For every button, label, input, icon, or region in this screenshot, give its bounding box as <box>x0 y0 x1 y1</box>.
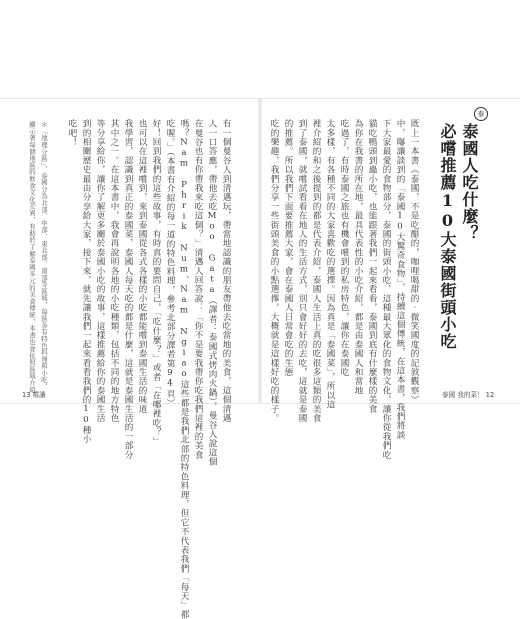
body-column: 吃吧！ <box>67 119 77 147</box>
body-column: 貓吃鴨頭到蟲小吃，也能跟著我們一起來看看，泰國到底有什麼樣的美食 <box>367 119 377 414</box>
chapter-mark-icon: 泰 <box>474 107 488 121</box>
body-column: 也可以在這裡嚐到，來到泰國從各式各樣的小吃都能嚐到泰國生活的味道 <box>137 119 147 414</box>
body-column: 有一個曼谷人到清邁玩，帶當地認識的朋友帶他去吃當地的美食，這個清邁 <box>221 119 231 423</box>
page-number-left: 13 嚐讓 <box>22 391 46 399</box>
body-column: 人一口答應，帶他去吃Moo Gata（譯者：泰國式烤肉火鍋），曼谷人說這個 <box>207 119 217 467</box>
body-column: 嗎？Nam Phrik Num、Nam Ngiao這些都是我們北部的特色料理，但它不代表我們「每天」都 <box>179 119 189 619</box>
body-column: 中，曝讓談到的「泰國10大驚奇食物」，持續這個傳統，在這本書，我們將談 <box>395 119 405 440</box>
body-column: 裡介紹的和之後提到的都是代表介紹，泰國人生活上真的吃很多這類的美食 <box>311 119 321 423</box>
body-column: 吃喔。」（本書有介紹的每一道的特色料理，參考北部分譯者第94頁） <box>165 119 175 408</box>
footnote-line: 顯示著每個地區的飲食文化差異，有助於了解泰國多元的美食傳統，本書也會依照區域介紹 <box>28 121 36 393</box>
body-column: 好！回到我們的這些故事，有時真的要問自己，「吃什麼？」或者「在哪裡吃？」 <box>151 119 161 446</box>
body-column: 到了泰國，就嚐試看看在地人的生活方式，別只會好好的去吃，這就是泰國 <box>297 119 307 423</box>
page-number-right: 泰國 我的菜！ 12 <box>442 391 495 399</box>
book-gutter <box>258 99 262 403</box>
body-column: 為你在我書的所在地，最具代表性的小吃介紹，都是由泰國人和當地 <box>353 119 363 395</box>
body-column: 其中之一。在這本書中，我會再說明各地的小吃種類，包括不同的地方特色 <box>109 119 119 423</box>
body-column: 太多樣，有各種不同的大家喜歡吃的選擇。因為真是「泰國菜」，所以這 <box>325 119 335 410</box>
body-column: 我學習，認識到真正的泰國菜，泰國人每天吃的都是什麼，這就是泰國生活的一部分 <box>123 119 133 460</box>
body-column: 的推薦。所以我們下面要推薦大家，會在泰國人日常會吃的生態 <box>283 119 293 377</box>
chapter-title-line-2: 必嚐推薦10大泰國街頭小吃 <box>438 123 457 350</box>
body-column: 下大家最愛的食物部分，泰國的街頭小吃，這種最大眾化的食物文化，讓你從我們吃 <box>381 119 391 460</box>
body-column: 吃過了，有時泰國之旅也有機會嚐到的私房特色，讓你在泰國吃 <box>339 119 349 377</box>
footnote-line: ＊「地理分區」，泰國分為北部、中部、東北部、南部等區域，每區各有特色料理和小吃， <box>40 121 48 390</box>
body-column: 在曼谷也有你帶我來吃這個？」清邁人回答說：「你不是要我帶你吃我們這裡的美食 <box>193 119 203 460</box>
book-spread <box>0 98 520 619</box>
body-column: 吃的樂趣，我們分享一些街頭美食的小點選擇，大概就是這樣好吃的樣子。 <box>269 119 279 423</box>
body-column: 到的相關歷史最由分享給大家，接下來，就先讓我們一起來看看我們的10種小 <box>81 119 91 444</box>
body-column: 既上一本書《泰國，不是吃醋的，咖哩喝甜的‧微笑國度的記敘觀察》 <box>409 119 419 405</box>
chapter-title-line-1: 泰國人吃什麼？ <box>460 123 479 242</box>
body-column: 等分享給你，讓你了解更多關於泰國小吃的故事，這樣推薦給你的泰國生活 <box>95 119 105 423</box>
